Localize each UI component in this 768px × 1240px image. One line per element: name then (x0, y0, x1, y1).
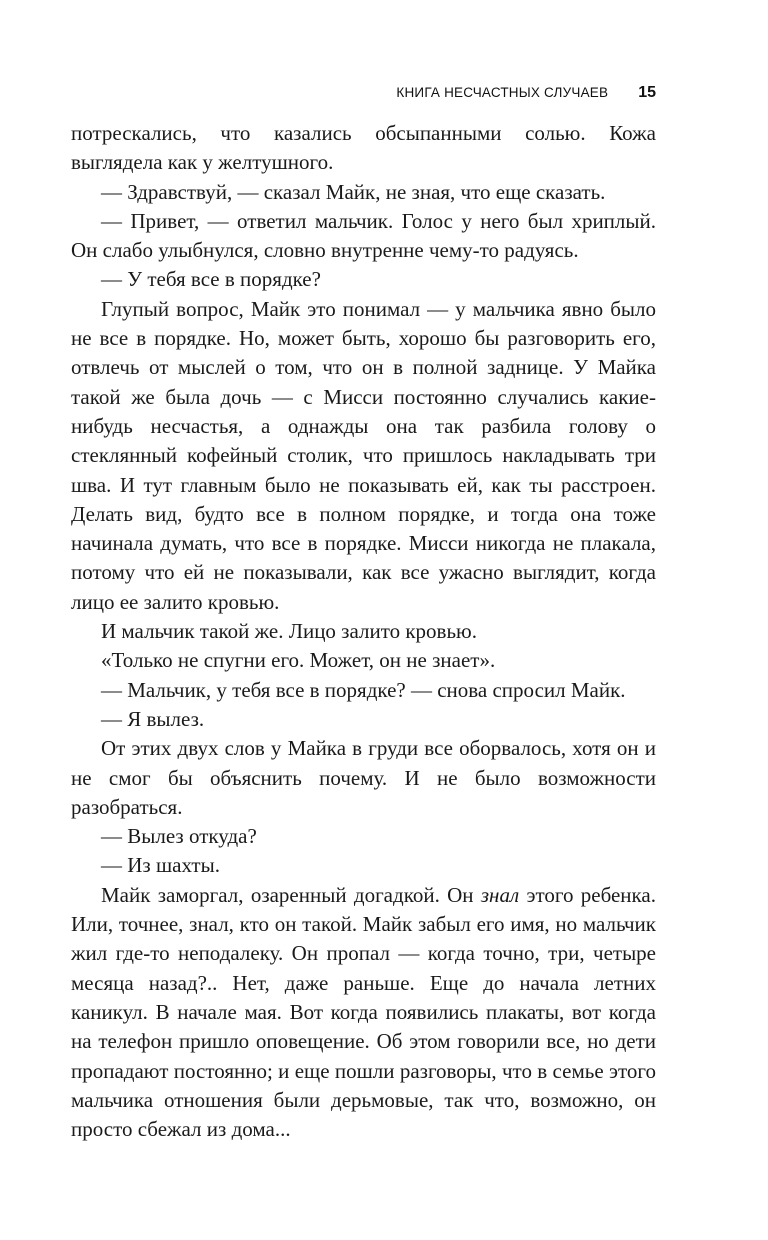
dialogue-line: — Мальчик, у тебя все в порядке? — снова спросил Майк. (101, 677, 626, 702)
emphasized-word: знал (480, 882, 520, 907)
dialogue-line: — Из шахты. (101, 853, 220, 878)
dialogue-line: — У тебя все в порядке? (101, 267, 321, 292)
dialogue-line: — Привет, — ответил мальчик. Голос у него был хриплый. Он слабо улыбнулся, словно внутренне чему-то радуясь. (71, 208, 656, 263)
dialogue-line: — Я вылез. (101, 706, 205, 731)
running-head (396, 84, 656, 102)
paragraph: От этих двух слов у Майка в груди все оборвалось, хотя он и не смог бы объяснить почему. И не было возможности разобраться. (71, 736, 656, 819)
paragraph: «Только не спугни его. Может, он не знает». (101, 648, 496, 673)
paragraph: И мальчик такой же. Лицо залито кровью. (101, 619, 477, 644)
paragraph-text: Майк заморгал, озаренный догадкой. Он (101, 882, 481, 907)
paragraph-text: этого ребенка. Или, точнее, знал, кто он такой. Майк забыл его имя, но мальчик жил где-то неподалеку. Он пропал — когда точно, три, четыре месяца назад?.. Нет, даже раньше. Еще до начала летних каникул. В начале мая. Вот когда появились плакаты, вот когда на телефон пришло оповещение. Об этом говорили все, но дети пропадают постоянно; и еще пошли разговоры, что в семье этого мальчика отношения были дерьмовые, так что, возможно, он просто сбежал из дома... (71, 882, 656, 1142)
paragraph (71, 881, 656, 1145)
dialogue-line: — Вылез откуда? (101, 824, 257, 849)
paragraph: потрескались, что казались обсыпанными солью. Кожа выглядела как у желтушного. (71, 121, 656, 175)
dialogue-line: — Здравствуй, — сказал Майк, не зная, что еще сказать. (101, 179, 606, 204)
page-number: 15 (638, 84, 656, 101)
running-title: КНИГА НЕСЧАСТНЫХ СЛУЧАЕВ (396, 85, 609, 100)
body-text (71, 119, 656, 1144)
paragraph: Глупый вопрос, Майк это понимал — у мальчика явно было не все в порядке. Но, может быть, хорошо бы разговорить его, отвлечь от мыслей о том, что он в полной заднице. У Майка такой же была дочь — с Мисси постоянно случались какие-нибудь несчастья, а однажды она так разбила голову о стеклянный кофейный столик, что пришлось накладывать три шва. И тут главным было не показывать ей, как ты расстроен. Делать вид, будто все в полном порядке, и тогда она тоже начинала думать, что все в порядке. Мисси никогда не плакала, потому что ей не показывали, как все ужасно выглядит, когда лицо ее залито кровью. (71, 296, 656, 614)
